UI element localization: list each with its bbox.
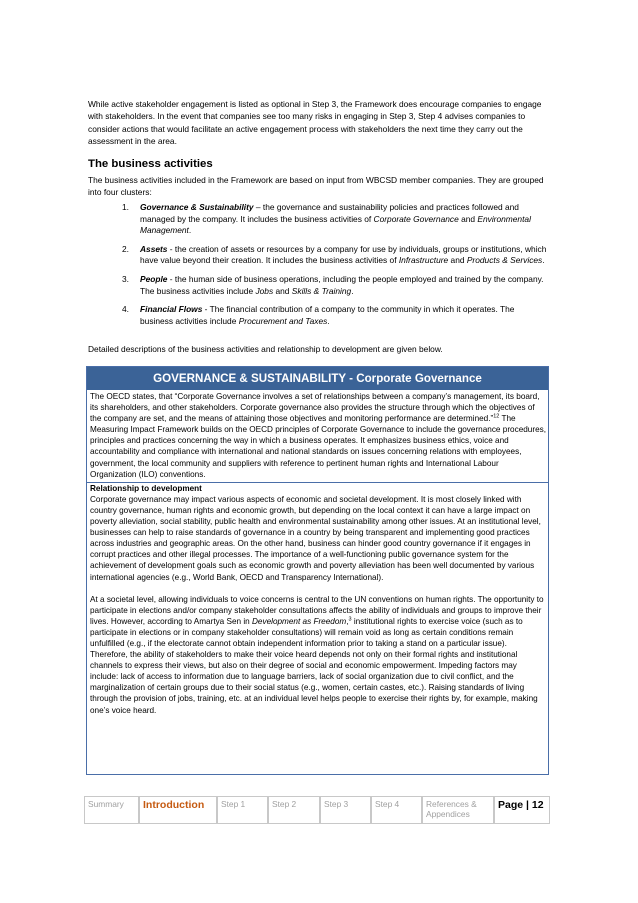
clusters-list: [118, 202, 548, 334]
cluster-and: and: [458, 213, 478, 224]
cluster-activity: Environmental Management: [140, 213, 531, 236]
list-item: [118, 202, 548, 237]
list-number: 1.: [122, 202, 129, 212]
cluster-end: .: [327, 315, 330, 326]
oecd-text-cont: The Measuring Impact Framework builds on the OECD principles of Corporate Governance to include the governance procedures, principles and practices concerning the way in which a business operates. It emphasizes business ethics, voice and accountability and compliance with international and national standards on issues concerning relations with employees, government, the local community and suppliers with reference to pertinent human rights and International Labour Organization (ILO) conventions.: [90, 414, 547, 479]
nav-summary[interactable]: Summary: [84, 796, 139, 824]
oecd-paragraph: [87, 390, 548, 483]
cluster-text: the creation of assets or resources by a company for use by individuals, groups or institutions, which have value beyond their creation. It includes the business activities of: [140, 243, 547, 266]
cluster-separator: -: [167, 273, 175, 284]
cluster-separator: –: [253, 202, 263, 212]
cluster-and: and: [448, 255, 467, 266]
nav-step-1[interactable]: Step 1: [217, 796, 268, 824]
list-item: [118, 274, 548, 297]
relationship-paragraph: Corporate governance may impact various aspects of economic and societal development. It is most closely linked with country governance, human rights and economic growth, but depending on the local context it can have a large impact on poverty alleviation, social stability, public health and environmental sustainability among other issues. At an institutional level, businesses can help to raise standards of governance in a country by being transparent and implementing good practices across industries and geographic areas. On the other hand, business can hinder good country governance if it engages in corrupt practices and other illegal processes. The importance of a well-functioning public governance system for the achievement of development goals such as economic growth and poverty alleviation has been well documented by various international agencies (e.g., World Bank, OECD and Transparency International).: [90, 494, 541, 582]
cluster-activity: Procurement and Taxes: [238, 315, 328, 326]
societal-text: At a societal level, allowing individuals to voice concerns is central to the UN conventions on human rights. The opportunity to participate in elections and/or company stakeholder consultations affects the ability of individuals and groups to improve their lives. However, according to Amartya Sen in: [90, 594, 544, 626]
cluster-name: Assets: [140, 243, 168, 254]
cluster-and: and: [273, 285, 292, 296]
section-heading: The business activities: [88, 158, 213, 170]
page-number: Page | 12: [494, 796, 550, 824]
list-number: 2.: [122, 243, 129, 254]
cluster-activity: Jobs: [255, 285, 274, 296]
book-comma: ,: [346, 616, 349, 626]
cluster-end: .: [542, 255, 545, 266]
cluster-text: The financial contribution of a company to the community in which it operates. The business activities include: [140, 304, 515, 326]
cluster-separator: -: [202, 304, 210, 315]
nav-step-4[interactable]: Step 4: [371, 796, 422, 824]
nav-introduction[interactable]: Introduction: [139, 796, 217, 824]
nav-step-3[interactable]: Step 3: [320, 796, 371, 824]
cluster-end: .: [351, 285, 354, 296]
book-title: Development as Freedom: [252, 616, 347, 626]
cluster-activity: Infrastructure: [398, 255, 449, 266]
section-intro: The business activities included in the Framework are based on input from WBCSD member companies. They are grouped into four clusters:: [88, 175, 544, 198]
cluster-activity: Products & Services: [466, 255, 543, 266]
list-item: [118, 304, 548, 327]
cluster-name: Governance & Sustainability: [140, 202, 254, 212]
societal-text-cont: institutional rights to exercise voice (such as to participate in elections or in company stakeholder consultations) will remain void as long as certain conditions remain unfulfilled (e.g., if the electorate cannot obtain independent information prior to taking a stand on a particular issue). Therefore, the ability of stakeholders to make their voice heard depends not only on their formal rights and institutional channels to express their views, but also on their degree of social and economic empowerment. Impeding factors may include: lack of access to information due to language barriers, lack of social organization due to civil conflict, and the marginalization of certain groups due to their social status (e.g., women, certain castes, etc.). Raising standards of living through the provision of jobs, training, etc. at an individual level helps people to exercise their rights by, for example, making one’s voice heard.: [90, 616, 538, 715]
cluster-activity: Corporate Governance: [373, 213, 459, 224]
cluster-end: .: [188, 225, 192, 236]
cluster-separator: -: [167, 243, 175, 254]
oecd-text: The OECD states, that “Corporate Governance involves a set of relationships between a company’s management, its board, its shareholders, and other stakeholders. Corporate governance also provides the structure through which the objectives of the company are set, and the means of attaining those objectives and monitoring performance are determined.”: [90, 392, 540, 424]
footnote-ref[interactable]: 3: [348, 616, 352, 623]
societal-paragraph: [90, 594, 546, 716]
list-item: [118, 244, 548, 267]
detail-line: Detailed descriptions of the business activities and relationship to development are given below.: [88, 344, 443, 354]
cluster-text: the governance and sustainability policies and practices followed and managed by the company. It includes the business activities of: [140, 202, 519, 224]
relationship-section: [87, 483, 548, 716]
cluster-activity: Skills & Training: [291, 285, 352, 296]
box-header: GOVERNANCE & SUSTAINABILITY - Corporate Governance: [87, 367, 548, 390]
relationship-heading: Relationship to development: [90, 483, 202, 493]
footnote-ref[interactable]: 12: [493, 413, 500, 420]
cluster-name: People: [140, 273, 168, 284]
list-number: 3.: [122, 273, 129, 284]
footer-nav: [84, 796, 550, 824]
nav-step-2[interactable]: Step 2: [268, 796, 320, 824]
nav-references[interactable]: References & Appendices: [422, 796, 494, 824]
cluster-text: the human side of business operations, including the people employed and trained by the company. The business activities include: [140, 273, 544, 296]
corporate-governance-box: [86, 366, 549, 775]
intro-paragraph: While active stakeholder engagement is listed as optional in Step 3, the Framework does encourage companies to engage with stakeholders. In the event that companies see too many risks in engaging in Step 3, Step 4 advises companies to consider actions that would facilitate an active engagement process with stakeholders the next time they carry out the assessment in the area.: [88, 99, 542, 146]
list-number: 4.: [122, 304, 129, 315]
cluster-name: Financial Flows: [140, 304, 203, 315]
